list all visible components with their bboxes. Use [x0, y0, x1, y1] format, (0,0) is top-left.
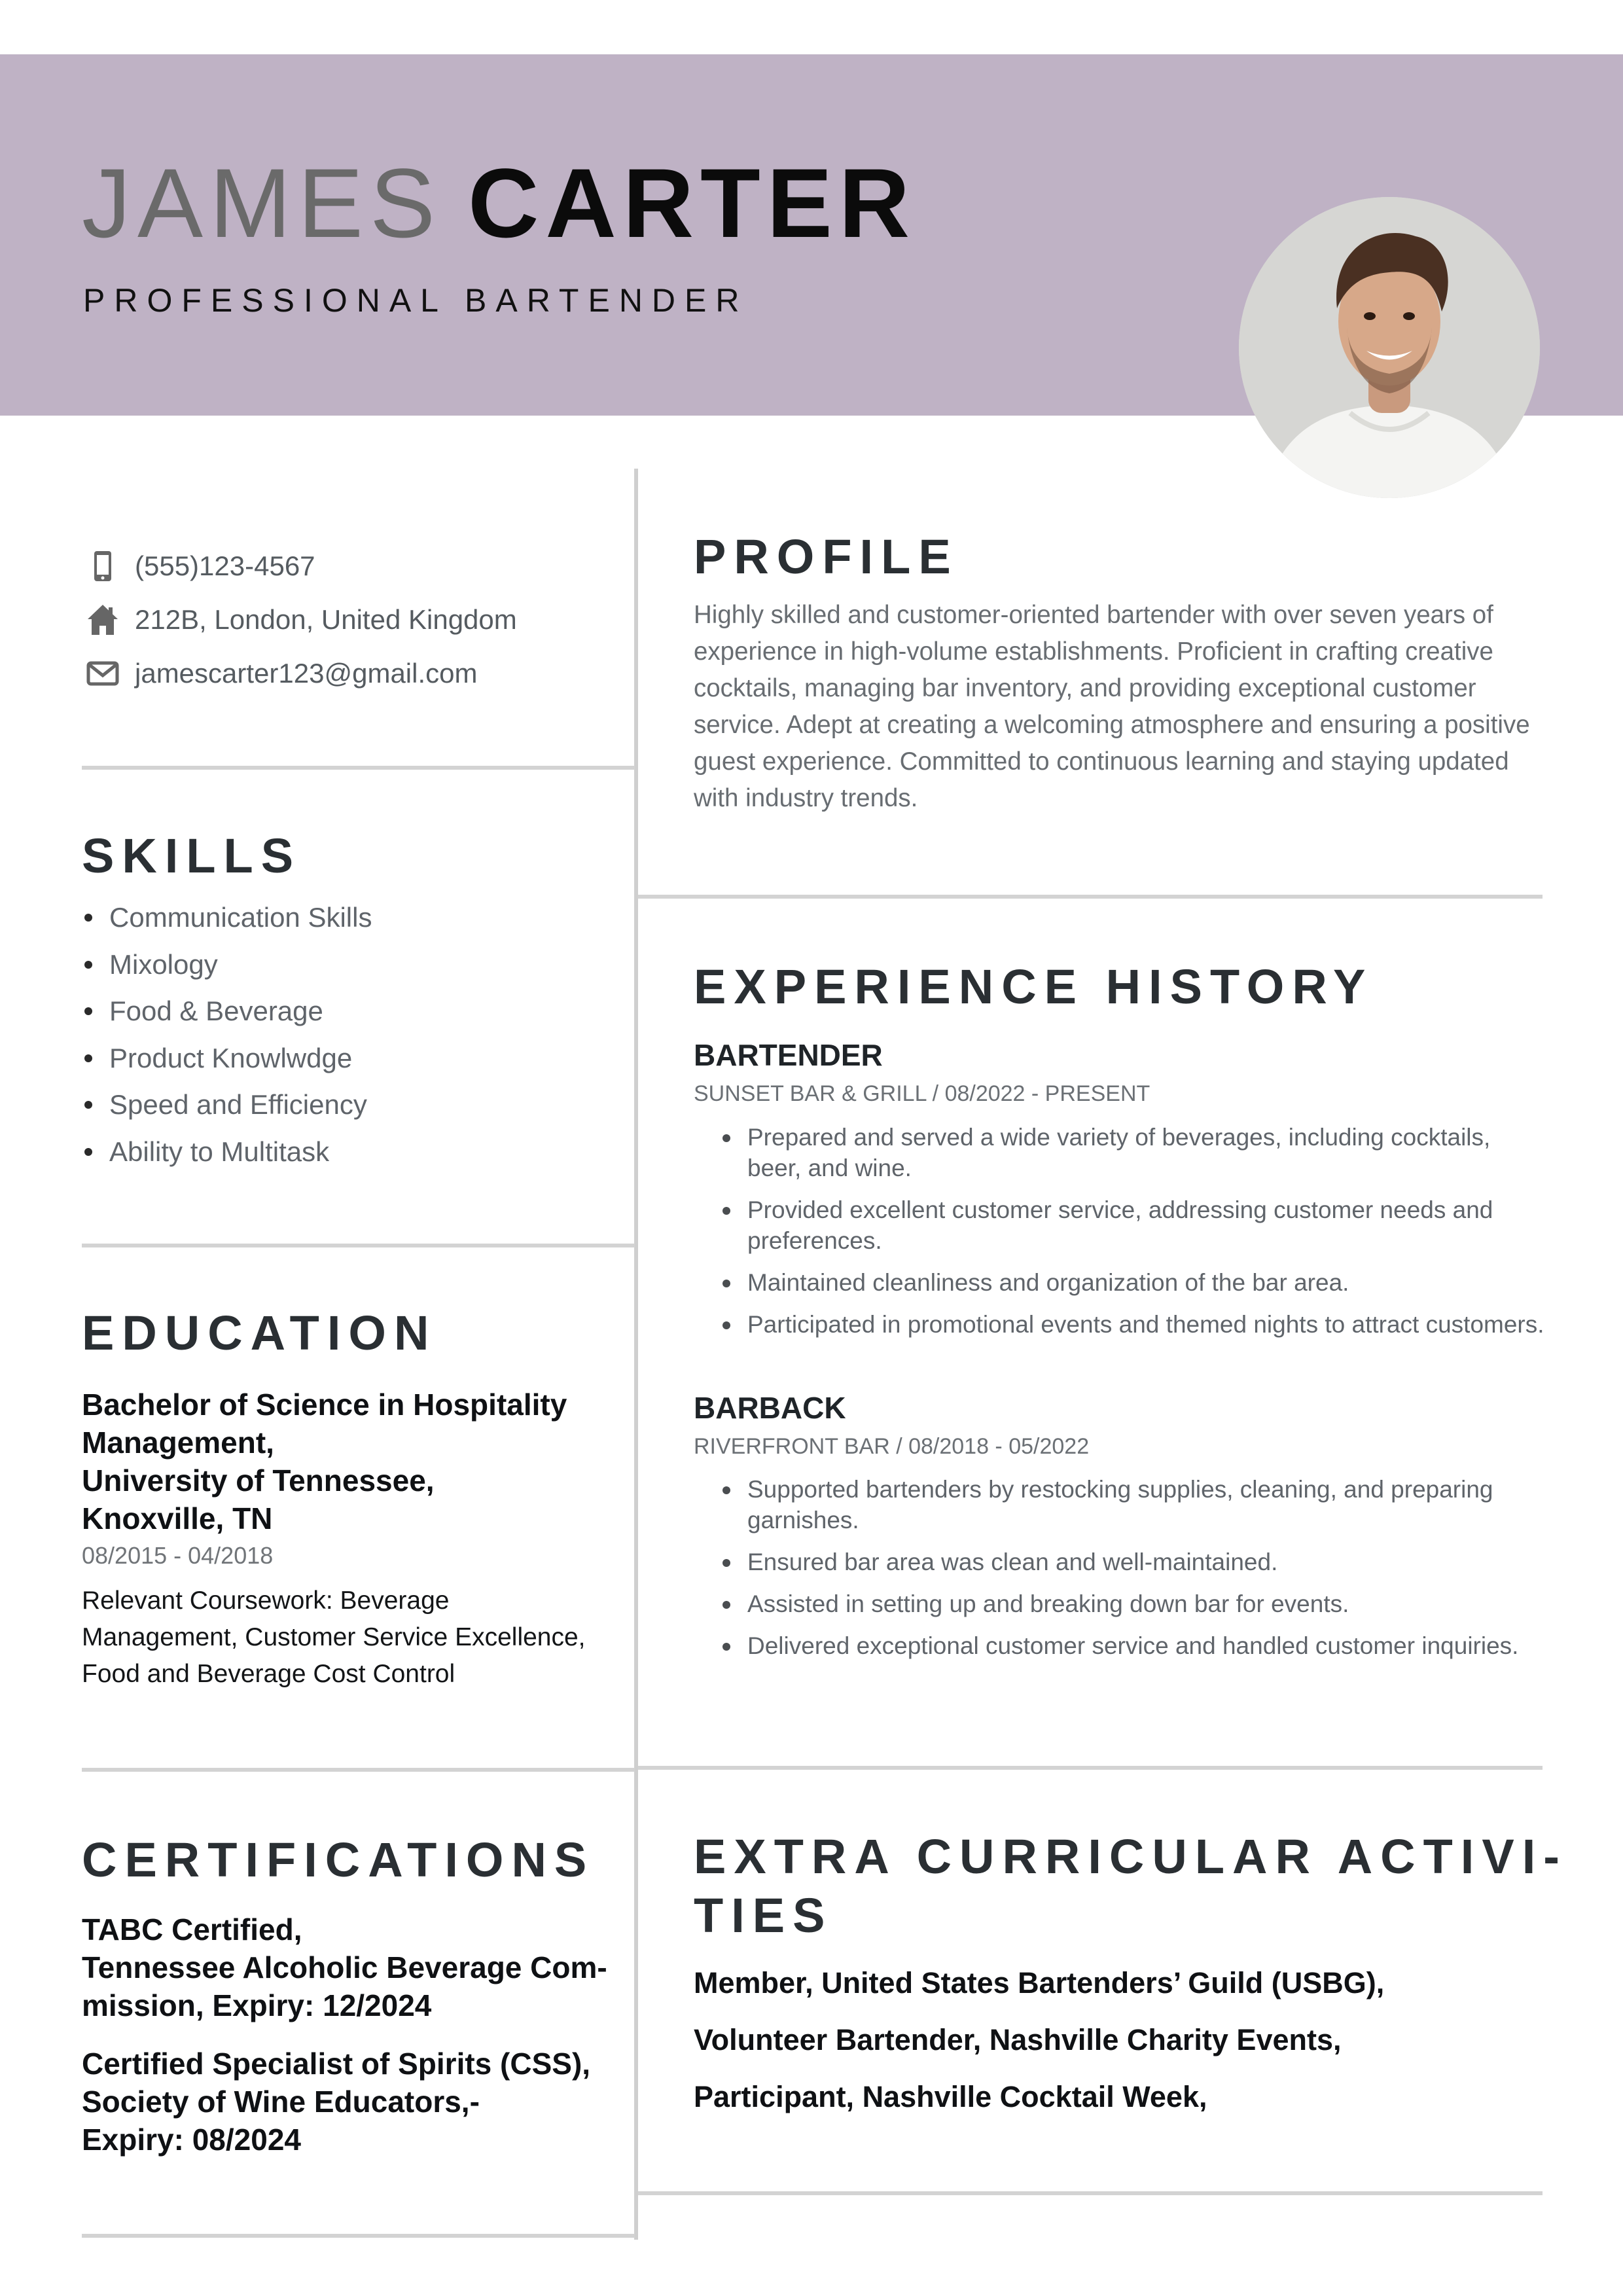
cert-line: mission, Expiry: 12/2024	[82, 1988, 432, 2022]
job-bullet: Ensured bar area was clean and well-maintained.	[694, 1547, 1544, 1577]
extra-title-continued: TIES	[694, 1888, 833, 1943]
degree-line: Bachelor of Science in Hospitality	[82, 1388, 567, 1422]
first-name: JAMES	[82, 148, 442, 258]
job-bullets	[694, 1474, 1544, 1661]
coursework-line: Relevant Coursework: Beverage	[82, 1587, 450, 1615]
profile-summary: Highly skilled and customer-oriented bartender with over seven years of experience in high-volume establishments. Proficient in crafting creative cocktails, managing bar inventory, and providing exceptional customer service. Adept at creating a welcoming atmosphere and ensuring a positive guest experience. Committed to continuous learning and staying updated with industry trends.	[694, 601, 1530, 812]
cert-line: Tennessee Alcoholic Beverage Com-	[82, 1950, 607, 1984]
job-bullet: Assisted in setting up and breaking down bar for events.	[694, 1588, 1544, 1619]
job-bullet: Provided excellent customer service, addressing customer needs and preferences.	[694, 1194, 1544, 1256]
skills-list	[82, 894, 618, 1175]
column-divider	[634, 469, 638, 2240]
candidate-name	[82, 147, 916, 259]
phone-icon	[85, 548, 120, 584]
divider	[82, 1768, 635, 1772]
cert-line: Certified Specialist of Spirits (CSS),	[82, 2047, 591, 2081]
contact-phone	[85, 543, 315, 589]
job-title: PROFESSIONAL BARTENDER	[83, 282, 749, 319]
divider	[638, 1766, 1543, 1770]
degree-line: Knoxville, TN	[82, 1501, 273, 1535]
divider	[82, 766, 635, 770]
degree-line: University of Tennessee,	[82, 1463, 435, 1498]
skill-item: Ability to Multitask	[82, 1128, 618, 1175]
job-bullet: Delivered exceptional customer service and handled customer inquiries.	[694, 1630, 1544, 1661]
experience-title: EXPERIENCE HISTORY	[694, 960, 1374, 1014]
job-meta: SUNSET BAR & GRILL / 08/2022 - PRESENT	[694, 1081, 1150, 1106]
job-bullet: Prepared and served a wide variety of beverages, including cocktails, beer, and wine.	[694, 1122, 1544, 1183]
profile-title: PROFILE	[694, 529, 959, 584]
mail-icon	[85, 656, 120, 691]
education-title: EDUCATION	[82, 1306, 437, 1360]
cert-line: Expiry: 08/2024	[82, 2123, 302, 2157]
job-title-barback: BARBACK	[694, 1391, 846, 1425]
activity-item: Participant, Nashville Cocktail Week,	[694, 2080, 1207, 2113]
job-bullet: Participated in promotional events and themed nights to attract customers.	[694, 1309, 1544, 1340]
certification-item	[82, 1910, 632, 2024]
coursework	[82, 1583, 632, 1693]
coursework-line: Management, Customer Service Excellence,	[82, 1623, 586, 1651]
certifications-title: CERTIFICATIONS	[82, 1833, 595, 1887]
coursework-line: Food and Beverage Cost Control	[82, 1660, 455, 1688]
divider	[82, 1244, 635, 1247]
profile-photo	[1239, 197, 1540, 498]
divider	[638, 2191, 1543, 2195]
activity-item: Volunteer Bartender, Nashville Charity Events,	[694, 2023, 1342, 2056]
portrait-photo-icon	[1239, 197, 1540, 498]
cert-line: Society of Wine Educators,-	[82, 2085, 480, 2119]
skill-item: Communication Skills	[82, 894, 618, 941]
last-name: CARTER	[468, 148, 917, 258]
job-bullets	[694, 1122, 1544, 1340]
address-text: 212B, London, United Kingdom	[135, 604, 517, 635]
divider	[82, 2234, 635, 2238]
degree-line: Management,	[82, 1426, 274, 1460]
extra-title: EXTRA CURRICULAR ACTIVI-	[694, 1829, 1567, 1884]
activity-item: Member, United States Bartenders’ Guild (USBG),	[694, 1966, 1385, 2000]
divider	[638, 895, 1543, 899]
certification-item	[82, 2045, 632, 2159]
contact-email	[85, 651, 477, 696]
skill-item: Product Knowlwdge	[82, 1035, 618, 1082]
education-dates: 08/2015 - 04/2018	[82, 1542, 274, 1569]
phone-text: (555)123-4567	[135, 550, 315, 581]
skill-item: Food & Beverage	[82, 988, 618, 1035]
job-meta: RIVERFRONT BAR / 08/2018 - 05/2022	[694, 1434, 1090, 1459]
contact-address	[85, 597, 517, 643]
degree	[82, 1386, 632, 1537]
job-bullet: Supported bartenders by restocking supplies, cleaning, and preparing garnishes.	[694, 1474, 1544, 1535]
email-text: jamescarter123@gmail.com	[135, 658, 478, 689]
skill-item: Speed and Efficiency	[82, 1081, 618, 1128]
cert-line: TABC Certified,	[82, 1912, 302, 1946]
home-icon	[85, 602, 120, 637]
job-bullet: Maintained cleanliness and organization of the bar area.	[694, 1267, 1544, 1298]
skills-title: SKILLS	[82, 829, 302, 883]
job-title-bartender: BARTENDER	[694, 1038, 883, 1072]
skill-item: Mixology	[82, 941, 618, 988]
